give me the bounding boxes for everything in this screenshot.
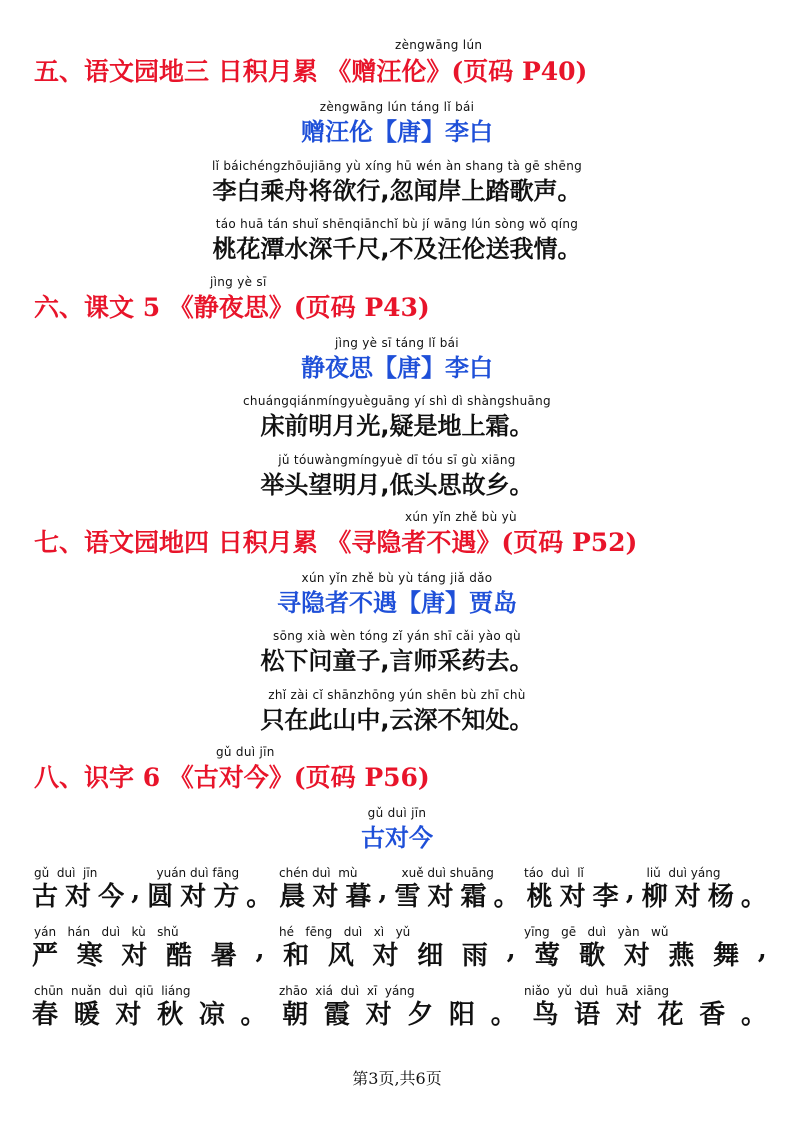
- poem-title: 寻隐者不遇【唐】贾岛: [277, 589, 517, 617]
- couplet-char: 。: [490, 1000, 517, 1030]
- couplet-char: ,: [378, 876, 388, 906]
- couplet-char: ,: [506, 935, 516, 965]
- couplet-char: 鸟: [532, 1000, 559, 1030]
- verse-line: 举头望明月,低头思故乡。: [260, 471, 534, 499]
- heading-pinyin: xún yǐn zhě bù yù: [405, 510, 517, 524]
- couplet-char: 朝: [282, 1000, 309, 1030]
- couplet-char: 方: [213, 882, 240, 912]
- verse-pinyin: táo huā tán shuǐ shēnqiānchǐ bù jí wāng lún sòng wǒ qíng: [215, 217, 579, 231]
- couplet-char: 对: [427, 882, 454, 912]
- couplet-char: 风: [327, 941, 354, 971]
- section-heading: 五、语文园地三 日积月累 《赠汪伦》(页码 P40): [34, 57, 588, 86]
- couplet-char: 杨: [707, 882, 734, 912]
- pinyin-group: hé fēng duì xì yǔ: [279, 925, 411, 939]
- title-pinyin: xún yǐn zhě bù yù táng jiǎ dǎo: [301, 571, 493, 585]
- couplet-char: 对: [615, 1000, 642, 1030]
- couplet-char: ,: [625, 876, 635, 906]
- pinyin-group: niǎo yǔ duì huā xiāng: [524, 984, 669, 998]
- couplet-char: 暮: [345, 882, 372, 912]
- pinyin-group: táo duì lǐ: [524, 866, 584, 880]
- couplet-char: 雪: [394, 882, 421, 912]
- couplet-char: ,: [255, 935, 265, 965]
- couplet-char: 今: [98, 882, 125, 912]
- title-pinyin: zèngwāng lún táng lǐ bái: [319, 100, 475, 114]
- couplet-char: 圆: [147, 882, 174, 912]
- couplet-char: 阳: [449, 1000, 476, 1030]
- couplet-char: 对: [365, 1000, 392, 1030]
- couplet-char: 对: [115, 1000, 142, 1030]
- couplet-char: 。: [740, 1000, 767, 1030]
- couplet-char: ,: [131, 876, 141, 906]
- section-heading: 七、语文园地四 日积月累 《寻隐者不遇》(页码 P52): [34, 528, 638, 557]
- couplet-char: 暖: [73, 1000, 100, 1030]
- couplet-char: 对: [674, 882, 701, 912]
- verse-pinyin: zhǐ zài cǐ shānzhōng yún shēn bù zhī chù: [268, 688, 526, 702]
- couplet-char: 细: [417, 941, 444, 971]
- couplet-char: 舞: [713, 941, 740, 971]
- couplet-char: 秋: [157, 1000, 184, 1030]
- pinyin-group: yán hán duì kù shǔ: [34, 925, 179, 939]
- pinyin-group: yīng gē duì yàn wǔ: [524, 925, 669, 939]
- heading-pinyin: gǔ duì jīn: [216, 745, 275, 759]
- pinyin-group: chūn nuǎn duì qiū liáng: [34, 984, 191, 998]
- couplet-char: 暑: [210, 941, 237, 971]
- couplet-char: 春: [32, 1000, 59, 1030]
- couplet-char: 和: [283, 941, 310, 971]
- couplet-char: 对: [65, 882, 92, 912]
- couplet-char: 桃: [526, 882, 553, 912]
- couplet-char: 雨: [461, 941, 488, 971]
- couplet-char: 花: [657, 1000, 684, 1030]
- couplet-char: 。: [246, 882, 273, 912]
- couplet-char: 。: [240, 1000, 267, 1030]
- couplet-char: 凉: [198, 1000, 225, 1030]
- couplet-char: 霜: [460, 882, 487, 912]
- pinyin-group: xuě duì shuāng: [401, 866, 494, 880]
- couplet-char: 对: [121, 941, 148, 971]
- couplet-char: 李: [592, 882, 619, 912]
- verse-line: 只在此山中,云深不知处。: [260, 706, 534, 734]
- couplet-char: 夕: [407, 1000, 434, 1030]
- couplet-char: 。: [740, 882, 767, 912]
- couplet-line: [32, 994, 767, 1031]
- couplet-char: 对: [559, 882, 586, 912]
- verse-pinyin: lǐ báichéngzhōujiāng yù xíng hū wén àn shang tà gē shēng: [211, 159, 583, 173]
- verse-pinyin: chuángqiánmíngyuèguāng yí shì dì shàngshuāng: [243, 394, 551, 408]
- couplet-char: ,: [757, 935, 767, 965]
- heading-pinyin: zèngwāng lún: [395, 38, 483, 52]
- section-heading: 八、识字 6 《古对今》(页码 P56): [34, 763, 430, 792]
- couplet-line: [32, 876, 767, 913]
- pinyin-group: gǔ duì jīn: [34, 866, 98, 880]
- verse-line: 松下问童子,言师采药去。: [260, 647, 534, 675]
- pinyin-group: liǔ duì yáng: [646, 866, 721, 880]
- couplet-char: 对: [180, 882, 207, 912]
- poem-title: 静夜思【唐】李白: [301, 354, 493, 382]
- couplet-char: 古: [32, 882, 59, 912]
- poem-title: 赠汪伦【唐】李白: [301, 118, 493, 146]
- title-pinyin: jìng yè sī táng lǐ bái: [335, 336, 459, 350]
- couplet-char: 燕: [668, 941, 695, 971]
- couplet-char: 语: [574, 1000, 601, 1030]
- couplet-char: 对: [623, 941, 650, 971]
- couplet-char: 寒: [76, 941, 103, 971]
- verse-pinyin: jǔ tóuwàngmíngyuè dī tóu sī gù xiāng: [278, 453, 516, 467]
- title-pinyin: gǔ duì jīn: [367, 806, 427, 820]
- couplet-char: 柳: [641, 882, 668, 912]
- poem-title: 古对今: [361, 824, 433, 852]
- heading-pinyin: jìng yè sī: [210, 275, 267, 289]
- pinyin-group: chén duì mù: [279, 866, 358, 880]
- couplet-char: 。: [493, 882, 520, 912]
- pinyin-group: yuán duì fāng: [156, 866, 240, 880]
- couplet-char: 对: [312, 882, 339, 912]
- couplet-char: 严: [32, 941, 59, 971]
- couplet-char: 对: [372, 941, 399, 971]
- couplet-char: 莺: [534, 941, 561, 971]
- pinyin-group: zhāo xiá duì xī yáng: [279, 984, 415, 998]
- couplet-line: [32, 935, 767, 972]
- couplet-char: 晨: [279, 882, 306, 912]
- verse-line: 床前明月光,疑是地上霜。: [260, 412, 534, 440]
- couplet-char: 歌: [579, 941, 606, 971]
- verse-pinyin: sōng xià wèn tóng zǐ yán shī cǎi yào qù: [273, 629, 521, 643]
- couplet-char: 香: [699, 1000, 726, 1030]
- couplet-char: 霞: [323, 1000, 350, 1030]
- page-number: 第3页,共6页: [352, 1069, 442, 1088]
- section-heading: 六、课文 5 《静夜思》(页码 P43): [34, 293, 430, 322]
- verse-line: 桃花潭水深千尺,不及汪伦送我情。: [212, 235, 582, 263]
- verse-line: 李白乘舟将欲行,忽闻岸上踏歌声。: [212, 177, 582, 205]
- couplet-char: 酷: [166, 941, 193, 971]
